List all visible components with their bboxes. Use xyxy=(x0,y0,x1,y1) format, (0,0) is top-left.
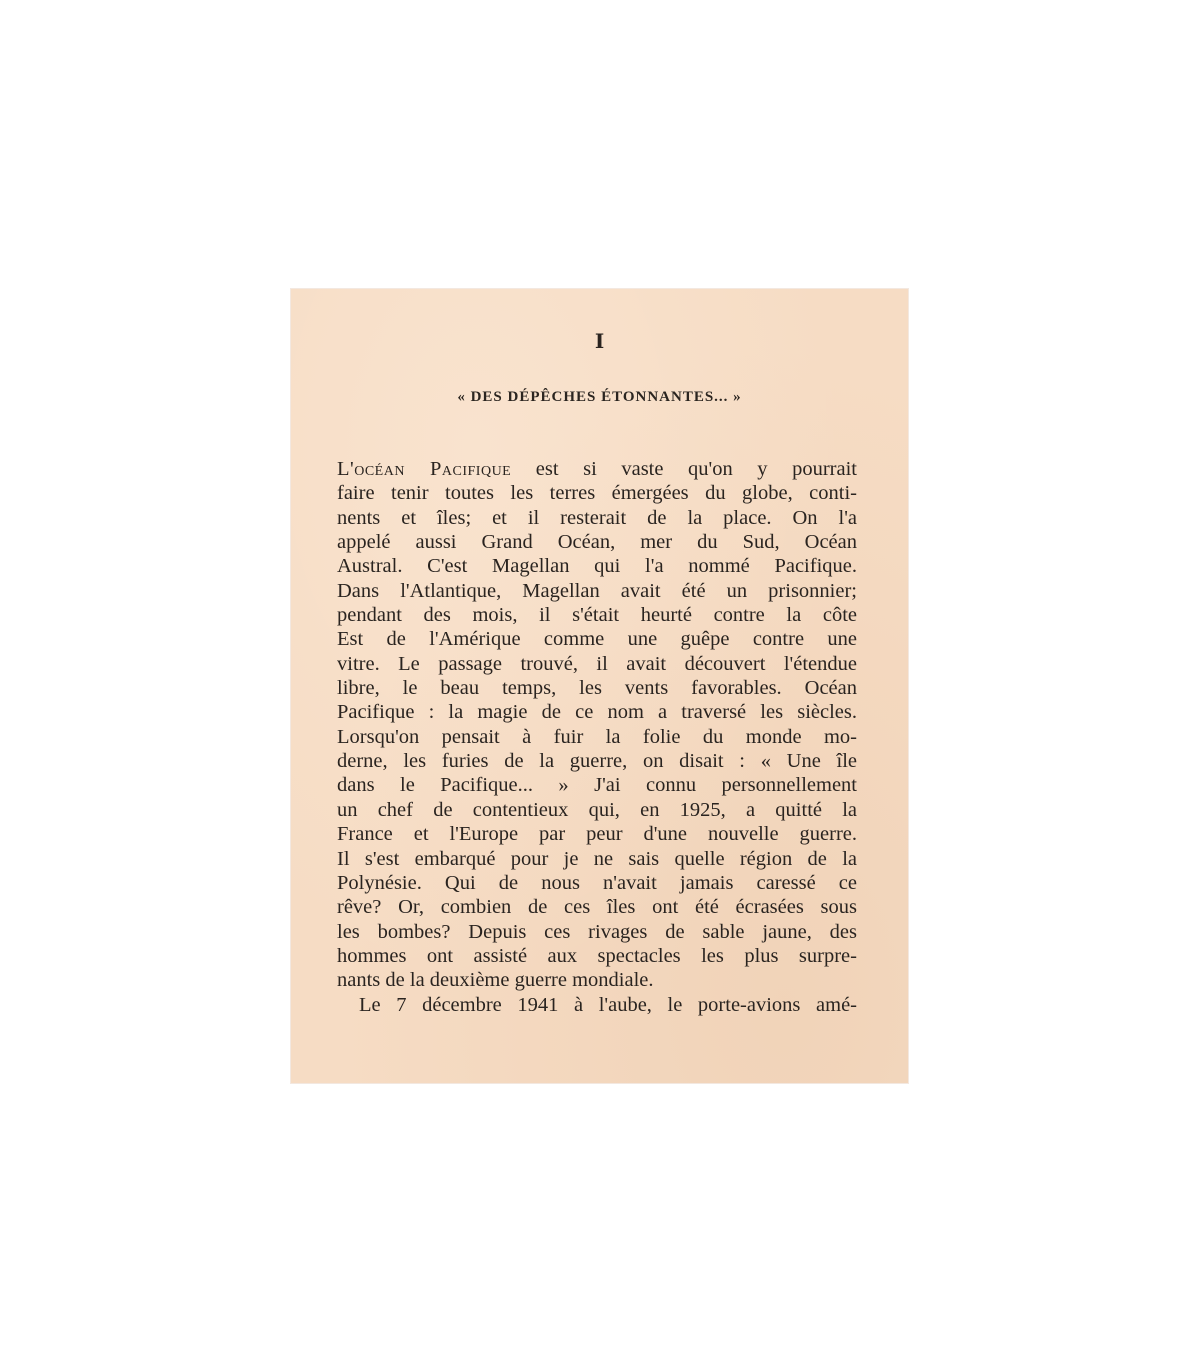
text-line: libre, le beau temps, les vents favorables. Océan xyxy=(337,677,857,700)
chapter-number: I xyxy=(594,329,605,353)
text-line: vitre. Le passage trouvé, il avait découvert l'étendue xyxy=(337,652,857,675)
text-line: hommes ont assisté aux spectacles les plus surpre- xyxy=(337,944,857,967)
text-line: nants de la deuxième guerre mondiale. xyxy=(337,969,654,992)
text-line: nents et îles; et il resterait de la place. On l'a xyxy=(337,506,857,529)
text-line: Lorsqu'on pensait à fuir la folie du monde mo- xyxy=(337,725,857,748)
text-line: Dans l'Atlantique, Magellan avait été un prisonnier; xyxy=(337,579,857,602)
text-line: les bombes? Depuis ces rivages de sable jaune, des xyxy=(337,920,857,943)
body-text xyxy=(337,457,857,1017)
text-line: dans le Pacifique... » J'ai connu personnellement xyxy=(337,774,857,797)
text-line xyxy=(337,457,857,481)
text-line: Le 7 décembre 1941 à l'aube, le porte-avions amé- xyxy=(359,993,857,1016)
text-line: Polynésie. Qui de nous n'avait jamais caressé ce xyxy=(337,871,857,894)
text-line-content: est si vaste qu'on y pourrait xyxy=(511,458,857,480)
text-line: derne, les furies de la guerre, on disait : « Une île xyxy=(337,750,857,773)
chapter-title: « DES DÉPÊCHES ÉTONNANTES... » xyxy=(457,389,742,405)
text-line: appelé aussi Grand Océan, mer du Sud, Océan xyxy=(337,531,857,554)
book-page xyxy=(291,289,908,1083)
text-line: Pacifique : la magie de ce nom a traversé les siècles. xyxy=(337,701,857,724)
text-line: Il s'est embarqué pour je ne sais quelle région de la xyxy=(337,847,857,870)
text-line: pendant des mois, il s'était heurté contre la côte xyxy=(337,604,857,627)
text-line: Est de l'Amérique comme une guêpe contre une xyxy=(337,628,857,651)
text-line: faire tenir toutes les terres émergées du globe, conti- xyxy=(337,482,857,505)
text-line: France et l'Europe par peur d'une nouvelle guerre. xyxy=(337,823,857,846)
text-line: Austral. C'est Magellan qui l'a nommé Pacifique. xyxy=(337,555,857,578)
opening-smallcaps: L'océan Pacifique xyxy=(337,458,512,480)
text-line: un chef de contentieux qui, en 1925, a quitté la xyxy=(337,798,857,821)
text-line: rêve? Or, combien de ces îles ont été écrasées sous xyxy=(337,896,857,919)
